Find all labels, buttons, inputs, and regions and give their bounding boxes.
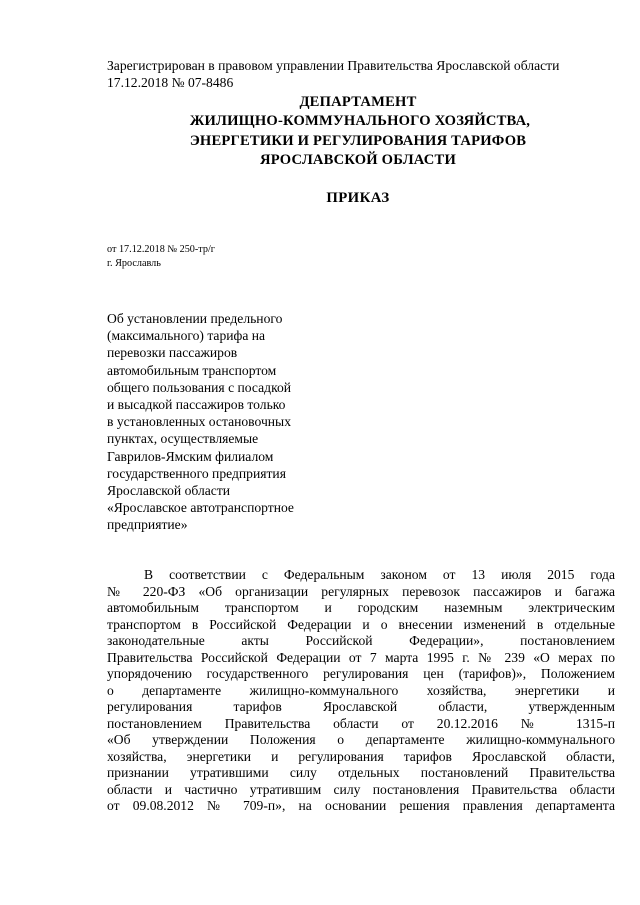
order-subject <box>107 310 327 534</box>
body-line: упорядочению государственного регулирования цен (тарифов)», Положением <box>107 666 615 681</box>
department-line-1: ДЕПАРТАМЕНТ <box>299 94 417 110</box>
department-header <box>0 93 640 171</box>
body-line: признании утратившими силу отдельных постановлений Правительства <box>107 765 615 780</box>
body-line: № 220-ФЗ «Об организации регулярных перевозок пассажиров и багажа <box>107 583 615 599</box>
body-line: от 09.08.2012 № 709-п», на основании решения правления департамента <box>107 798 615 813</box>
subject-line: предприятие» <box>107 517 188 533</box>
body-line: транспортом в Российской Федерации и о внесении изменений в отдельные <box>107 616 615 632</box>
body-line: о департаменте жилищно-коммунального хозяйства, энергетики и <box>107 682 615 698</box>
registration-line-2: 17.12.2018 № 07-8486 <box>107 74 234 90</box>
order-meta <box>107 243 215 270</box>
body-line: регулирования тарифов Ярославской области, утвержденным <box>107 699 615 714</box>
subject-line: Гаврилов-Ямским филиалом <box>107 448 274 464</box>
order-city: г. Ярославль <box>107 257 161 269</box>
subject-line: пунктах, осуществляемые <box>107 431 259 447</box>
subject-line: автомобильным транспортом <box>107 362 277 378</box>
subject-line: государственного предприятия <box>107 465 286 481</box>
subject-line: (максимального) тарифа на <box>107 328 266 344</box>
subject-line: и высадкой пассажиров только <box>107 397 286 413</box>
department-line-3: ЭНЕРГЕТИКИ И РЕГУЛИРОВАНИЯ ТАРИФОВ <box>189 132 527 149</box>
subject-line: Ярославской области <box>107 483 231 499</box>
body-line: области и частично утратившим силу постановления Правительства области <box>107 781 615 797</box>
subject-line: перевозки пассажиров <box>107 345 238 361</box>
body-line: законодательные акты Российской Федерации», постановлением <box>107 633 615 648</box>
body-line: хозяйства, энергетики и регулирования тарифов Ярославской области, <box>107 748 615 764</box>
order-title: ПРИКАЗ <box>326 190 390 206</box>
department-line-2: ЖИЛИЩНО-КОММУНАЛЬНОГО ХОЗЯЙСТВА, <box>189 113 531 130</box>
body-line: постановлением Правительства области от 20.12.2016 № 1315-п <box>107 715 615 731</box>
body-line: «Об утверждении Положения о департаменте жилищно-коммунального <box>107 732 615 747</box>
body-line: Правительства Российской Федерации от 7 марта 1995 г. № 239 «О мерах по <box>107 649 615 665</box>
body-line: автомобильным транспортом и городским наземным электрическим <box>107 600 615 615</box>
subject-line: в установленных остановочных <box>107 414 291 430</box>
subject-line: Об установлении предельного <box>107 311 283 326</box>
subject-line: «Ярославское автотранспортное <box>107 500 294 516</box>
subject-line: общего пользования с посадкой <box>107 379 292 395</box>
department-line-4: ЯРОСЛАВСКОЙ ОБЛАСТИ <box>259 152 457 169</box>
order-date-number: от 17.12.2018 № 250-тр/г <box>107 244 215 255</box>
body-line: В соответствии с Федеральным законом от 13 июля 2015 года <box>144 567 615 582</box>
body-paragraph <box>107 567 615 815</box>
registration-note <box>107 58 617 91</box>
registration-line-1: Зарегистрирован в правовом управлении Правительства Ярославской области <box>107 58 560 73</box>
